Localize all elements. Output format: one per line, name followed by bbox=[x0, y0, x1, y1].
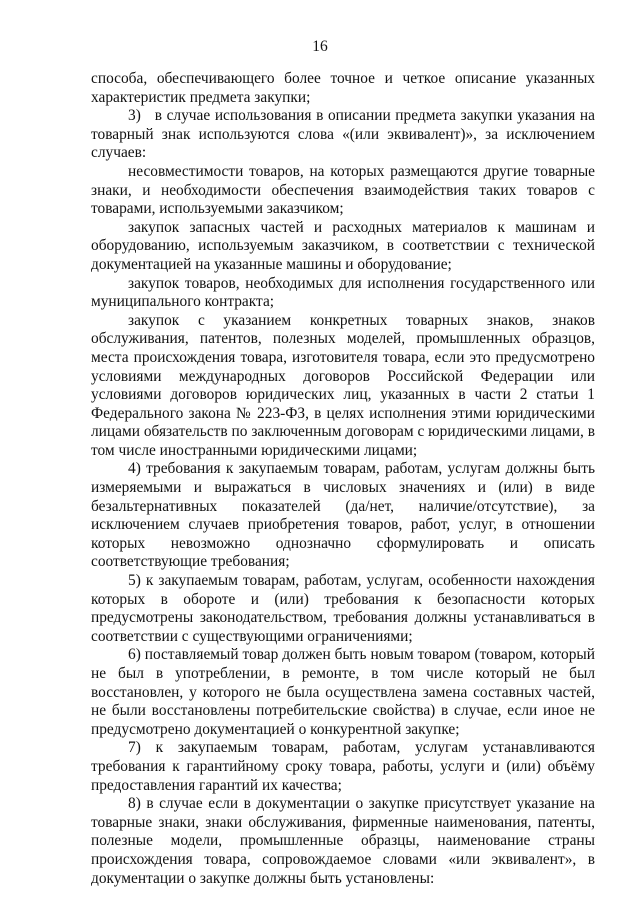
page-number: 16 bbox=[312, 38, 328, 55]
paragraph: 6) поставляемый товар должен быть новым товаром (товаром, который не был в употреблении, в ремонте, в том числе который не был восстановлен, у которого не была осуществлена замена составных частей, не были восстановлены потребительские свойства) в случае, если иное не предусмотрено документацией о конкурентной закупке; bbox=[91, 646, 595, 738]
paragraph: 3) в случае использования в описании предмета закупки указания на товарный знак используются слова «(или эквивалент)», за исключением случаев: bbox=[91, 107, 595, 162]
paragraph: несовместимости товаров, на которых размещаются другие товарные знаки, и необходимости обеспечения взаимодействия таких товаров с товарами, используемыми заказчиком; bbox=[91, 162, 595, 218]
paragraph: 7) к закупаемым товарам, работам, услугам устанавливаются требования к гарантийному сроку товара, работы, услуги и (или) объёму предоставления гарантий их качества; bbox=[91, 739, 595, 794]
paragraph: 8) в случае если в документации о закупке присутствует указание на товарные знаки, знаки обслуживания, фирменные наименования, патенты, полезные модели, промышленные образцы, наименование страны происхождения товара, сопровождаемое словами «или эквивалент», в документации о закупке должны быть установлены: bbox=[91, 795, 595, 887]
paragraph: закупок запасных частей и расходных материалов к машинам и оборудованию, используемым заказчиком, в соответствии с технической документацией на указанные машины и оборудование; bbox=[91, 218, 595, 273]
document-body bbox=[91, 70, 595, 888]
paragraph: 5) к закупаемым товарам, работам, услугам, особенности нахождения которых в обороте и (или) требования к безопасности которых предусмотрены законодательством, требования должны устанавливаться в соответствии с существующими ограничениями; bbox=[91, 572, 595, 645]
paragraph: 4) требования к закупаемым товарам, работам, услугам должны быть измеряемыми и выражаться в числовых значениях и (или) в виде безальтернативных показателей (да/нет, наличие/отсутствие), за исключением случаев приобретения товаров, работ, услуг, в отношении которых невозможно однозначно сформулировать и описать соответствующие требования; bbox=[91, 460, 595, 571]
paragraph: способа, обеспечивающего более точное и четкое описание указанных характеристик предмета закупки; bbox=[91, 70, 595, 106]
paragraph: закупок товаров, необходимых для исполнения государственного или муниципального контракта; bbox=[91, 274, 595, 311]
paragraph: закупок с указанием конкретных товарных знаков, знаков обслуживания, патентов, полезных моделей, промышленных образцов, места происхождения товара, изготовителя товара, если это предусмотрено условиями международных договоров Российской Федерации или условиями договоров юридических лиц, указанных в части 2 статьи 1 Федерального закона № 223-ФЗ, в целях исполнения этими юридическими лицами обязательств по заключенным договорам с юридическими лицами, в том числе иностранными юридическими лицами; bbox=[91, 311, 595, 459]
